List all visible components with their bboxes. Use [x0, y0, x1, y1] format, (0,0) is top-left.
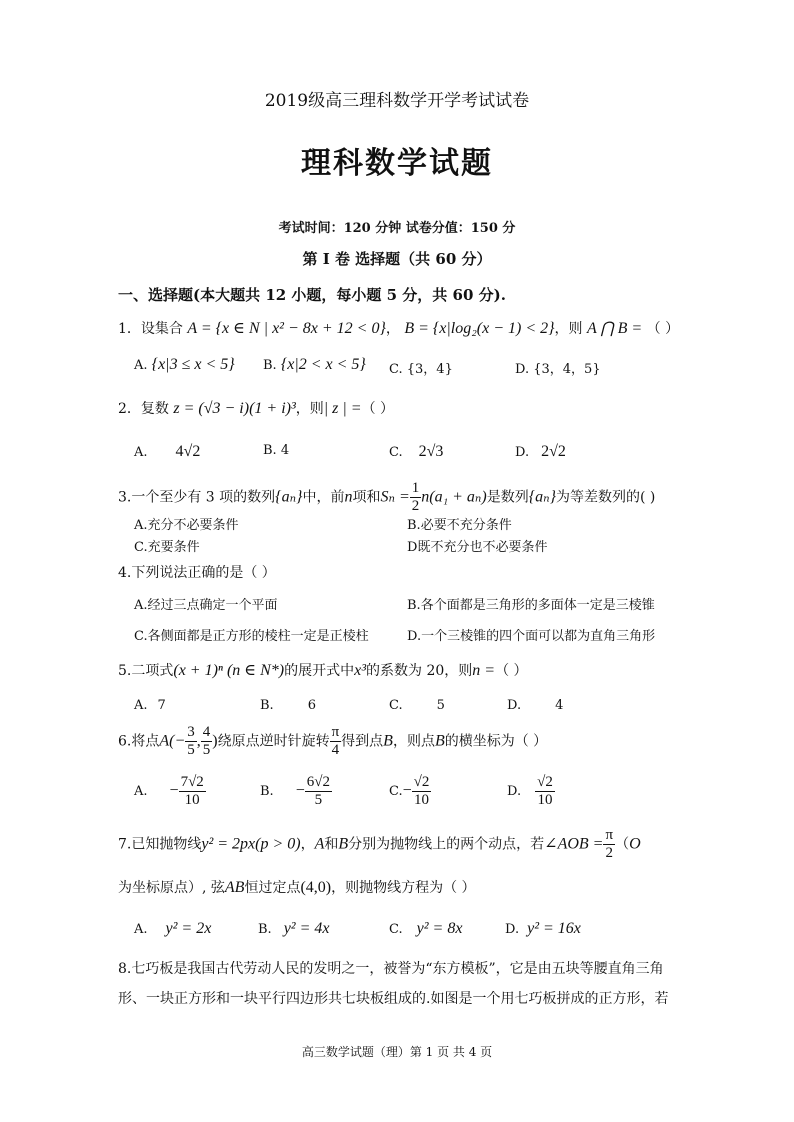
- option-c: C. 2√3: [389, 443, 444, 460]
- question-number: 7.: [118, 836, 132, 853]
- option-c: C. 5: [389, 698, 445, 713]
- math-expr: (x + 1)ⁿ (n ∈ N*): [173, 662, 285, 679]
- question-text: 为等差数列的( ): [556, 489, 656, 506]
- math-fraction: $\frac{4}{5}$: [202, 724, 211, 758]
- question-text: 的展开式中: [284, 663, 355, 679]
- question-text: ，则: [295, 401, 324, 417]
- math-n: n: [344, 488, 353, 506]
- question-text: 的系数为 20，则: [366, 663, 473, 679]
- question-3: [118, 480, 655, 515]
- answer-paren: （ ）: [495, 663, 528, 679]
- answer-paren: （ ）: [646, 321, 680, 337]
- question-text: ，: [385, 321, 400, 337]
- option-a: A.经过三点确定一个平面: [134, 598, 278, 613]
- option-b: B.各个面都是三角形的多面体一定是三棱锥: [407, 598, 655, 613]
- question-text: 项和: [352, 489, 381, 506]
- option-a: A. − $\frac{7√2}{10}$: [134, 774, 204, 808]
- question-text: 复数: [140, 401, 169, 417]
- question-number: 5.: [118, 663, 132, 679]
- math-fraction: $\frac{\pi}{2}$: [605, 827, 614, 861]
- option-b: B. {x|2 < x < 5}: [263, 356, 366, 373]
- math-an: {aₙ}: [275, 488, 303, 506]
- question-text: ，则点: [392, 733, 435, 750]
- option-c: C.充要条件: [134, 540, 200, 555]
- option-d: D既不充分也不必要条件: [407, 540, 548, 555]
- math-fraction: $\frac{1}{2}$: [411, 480, 420, 514]
- math-ask: | z | =: [323, 400, 362, 417]
- question-text: 已知抛物线: [131, 836, 202, 853]
- option-c: C. {3，4}: [389, 362, 453, 377]
- question-text: 设集合: [140, 321, 183, 337]
- question-text: ，则: [554, 321, 583, 337]
- math-point: A(−: [159, 732, 186, 750]
- math-expr: z = (√3 − i)(1 + i)³: [173, 400, 296, 417]
- question-number: 1．: [118, 321, 141, 337]
- exam-info: 考试时间：120 分钟 试卷分值：150 分: [278, 221, 516, 236]
- math-an: {aₙ}: [528, 488, 557, 506]
- question-text: 下列说法正确的是（ ）: [131, 565, 276, 581]
- question-number: 4.: [118, 565, 132, 581]
- question-text: 绕原点逆时针旋转: [217, 733, 330, 750]
- math-ask: A ⋂ B =: [587, 320, 643, 337]
- question-text: 得到点: [341, 733, 384, 750]
- option-c: C.各侧面都是正方形的棱柱一定是正棱柱: [134, 629, 369, 644]
- math-set-b: B = {x|log₂(x − 1) < 2}: [404, 320, 555, 337]
- math-ask: n =: [472, 662, 496, 679]
- question-text: 分别为抛物线上的两个动点，若: [348, 836, 545, 853]
- question-2: [118, 398, 394, 418]
- option-d: D. 4: [507, 698, 564, 713]
- option-b: B. − $\frac{6√2}{5}$: [260, 774, 330, 808]
- option-a: A. y² = 2x: [134, 920, 212, 937]
- page-footer: 高三数学试题（理）第 1 页 共 4 页: [301, 1045, 493, 1059]
- option-a: A. {x|3 ≤ x < 5}: [134, 356, 235, 373]
- question-number: 3.: [118, 489, 132, 506]
- option-c: C. y² = 8x: [389, 920, 463, 937]
- question-text: 二项式: [131, 663, 174, 679]
- option-d: D.一个三棱锥的四个面可以都为直角三角形: [407, 629, 656, 644]
- question-1: [118, 318, 679, 338]
- math-eq: y² = 2px(p > 0): [201, 835, 301, 853]
- option-a: A. 4√2: [134, 443, 201, 460]
- question-8-line2: 形、一块正方形和一块平行四边形共七块板组成的.如图是一个用七巧板拼成的正方形，若: [118, 991, 669, 1007]
- option-b: B.必要不充分条件: [407, 518, 512, 533]
- option-c: C.− $\frac{√2}{10}$: [389, 774, 430, 808]
- question-7-line2: 为坐标原点）, 弦AB恒过定点(4,0)，则抛物线方程为（ ）: [118, 879, 476, 896]
- option-a: A.充分不必要条件: [134, 518, 239, 533]
- math-sn: Sₙ =: [380, 488, 410, 506]
- option-a: A. 7: [134, 698, 166, 713]
- exam-header: 2019级高三理科数学开学考试试卷: [264, 91, 530, 111]
- question-text: 是数列: [486, 489, 529, 506]
- question-text: 中，前: [302, 489, 345, 506]
- section-heading: 一、选择题(本大题共 12 小题，每小题 5 分，共 60 分).: [118, 286, 506, 304]
- question-text: 的横坐标为（ ）: [444, 733, 548, 750]
- option-b: B. 6: [260, 698, 316, 713]
- option-d: D. 2√2: [515, 443, 566, 460]
- question-number: 2．: [118, 401, 141, 417]
- part-heading: 第 I 卷 选择题（共 60 分）: [302, 250, 492, 268]
- question-text: 一个至少有 3 项的数列: [131, 489, 276, 506]
- question-4: [118, 562, 276, 582]
- option-b: B. y² = 4x: [258, 920, 330, 937]
- option-b: B. 4: [263, 443, 290, 458]
- question-6: 6.将点A(− $\frac{3}{5}$ , $\frac{4}{5}$ )绕原点逆时针旋转 $\frac{\pi}{4}$ 得到点B，则点B的横坐标为（ ）: [118, 724, 548, 758]
- option-d: D. y² = 16x: [505, 920, 581, 937]
- question-number: 6.: [118, 733, 132, 750]
- answer-paren: （ ）: [361, 401, 395, 417]
- math-angle: ∠AOB =: [544, 835, 604, 853]
- math-set-a: A = {x ∈ N | x² − 8x + 12 < 0}: [187, 320, 386, 337]
- option-d: D. $\frac{√2}{10}$: [507, 774, 553, 808]
- math-x3: x³: [354, 662, 367, 679]
- question-7: 7.已知抛物线y² = 2px(p > 0)，A和B分别为抛物线上的两个动点，若∠AOB = $\frac{\pi}{2}$ （O: [118, 827, 641, 861]
- math-fraction: $\frac{3}{5}$: [187, 724, 195, 758]
- option-d: D. {3，4，5}: [515, 362, 601, 377]
- math-fraction: $\frac{\pi}{4}$: [331, 724, 340, 758]
- math-expr: n(a₁ + aₙ): [421, 488, 487, 506]
- question-8-line1: 8.七巧板是我国古代劳动人民的发明之一，被誉为“东方模板”，它是由五块等腰直角三角: [118, 961, 664, 977]
- page-title: 理科数学试题: [301, 146, 493, 181]
- question-text: 将点: [131, 733, 160, 750]
- question-5: [118, 660, 528, 680]
